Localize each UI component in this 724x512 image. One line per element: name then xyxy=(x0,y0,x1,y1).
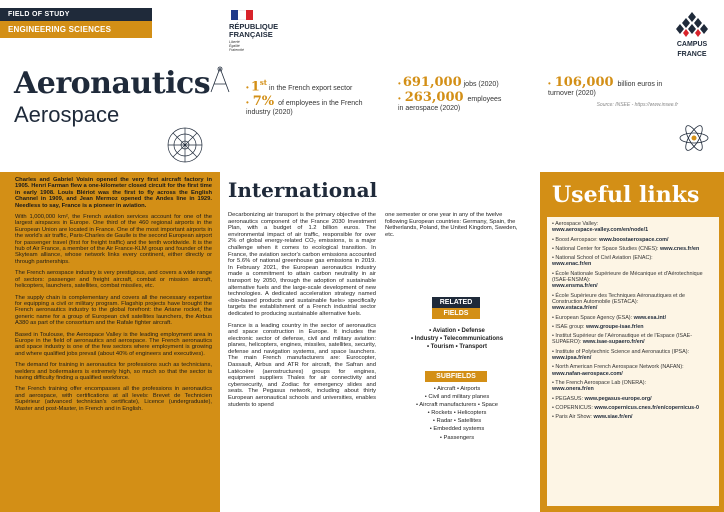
republique-line1: RÉPUBLIQUE xyxy=(229,22,279,31)
stat-value: 7% xyxy=(252,94,275,110)
link-ensma[interactable]: www.ensma.fr/en/ xyxy=(552,283,598,290)
stats-source: Source: INSEE - https://www.insee.fr xyxy=(596,102,678,108)
republique-line2: FRANÇAISE xyxy=(229,30,273,39)
list-item: • Aerospace Valley: www.aerospace-valley.com/en/node/1 xyxy=(552,221,649,234)
stat-value: 1st xyxy=(250,78,268,95)
link-onera[interactable]: www.onera.fr/en xyxy=(552,386,594,393)
subfields-heading: SUBFIELDS xyxy=(425,371,487,382)
republique-francaise-logo xyxy=(229,10,289,52)
list-item: • Aircraft • Airports xyxy=(433,386,481,392)
list-item: • Civil and military planes xyxy=(424,394,490,401)
link-aerospace-valley[interactable]: www.aerospace-valley.com/en/node/1 xyxy=(552,227,649,234)
list-item: • The French Aerospace Lab (ONERA): www.onera.fr/en xyxy=(552,379,647,393)
field-heading: FIELD OF STUDY xyxy=(0,8,152,21)
paragraph-airspace: With 1,000,000 km², the French aviation services account for one of the largest airspaces in Europe. One third of the 460 regional airports in the European Union are located in France. One of the most important airports in the world's air traffic, Paris-Charles de Gaulle is the second European airport for passenger travel (first for freight traffic) and the tenth worldwide. It is the hub of Air France, a member of the Air France-KLM group and founder of the Skyteam alliance, whose network links every continent, either directly or through partnerships. xyxy=(15,214,212,265)
international-title: International xyxy=(228,178,378,202)
link-isae-supaero[interactable]: www.isae-supaero.fr/en/ xyxy=(582,339,645,346)
list-item: • Boost Aerospace: www.boostaerospace.com/ xyxy=(552,236,669,243)
stat-employees xyxy=(246,94,376,117)
paragraph-decarbonizing: Decarbonizing air transport is the primary objective of the aeronautics component of the France 2030 Investment Plan, with a budget of 1.2 billion euros. The environmental impact of air traffic, responsible for over 2% of global energy-related CO₂ emissions, is a major challenge when it comes to ecological transition. In France, the aviation sector's carbon emissions accounted for 5.6% of national greenhouse gas emissions in 2019. In February 2021, the European aeronautics industry made a commitment to attain carbon neutrality in air transport by 2050, through the adoption of sustainable alternative fuels and the large-scale development of new technologies. A dedicated acceleration strategy named «bio-based products and sustainable fuels» specifically targets the establishment of a French industrial sector dedicated to producing sustainable alternative fuels. xyxy=(228,212,376,317)
link-nafan[interactable]: www.nafan-aerospace.com/ xyxy=(552,370,623,377)
list-item: • Institute of Polytechnic Science and Aeronautics (IPSA): www.ipsa.fr/en/ xyxy=(552,348,690,362)
stat-export xyxy=(246,78,376,93)
link-copernicus[interactable]: www.copernicus.cnes.fr/en/copernicus-0 xyxy=(594,404,699,411)
link-enac[interactable]: www.enac.fr/en xyxy=(552,261,592,268)
list-item: • Embedded systems xyxy=(429,426,485,433)
stat-turnover xyxy=(548,75,678,98)
link-cnes[interactable]: www.cnes.fr/en xyxy=(659,245,700,252)
stat-text: jobs (2020) xyxy=(463,81,499,88)
subfields-list xyxy=(392,385,522,442)
campus-france-mark-icon xyxy=(675,12,709,38)
link-paris-air-show[interactable]: www.siae.fr/en/ xyxy=(593,414,633,421)
international-column-1 xyxy=(228,212,376,413)
list-item: • North American French Aerospace Network (NAFAN): www.nafan-aerospace.com/ xyxy=(552,364,684,377)
motto-3: Fraternité xyxy=(229,48,244,52)
list-item: • École Supérieure des Techniques Aéronautiques et de Construction Automobile (ESTACA): www.estaca.fr/en/ xyxy=(552,292,686,312)
related-fields-heading xyxy=(432,297,480,319)
list-item: • Institut Supérieur de l'Aéronautique et de l'Espace (ISAE-SUPAERO): www.isae-supaero.fr/en/ xyxy=(552,333,692,346)
list-item: • Passengers xyxy=(439,434,475,441)
bullet-dot: • xyxy=(548,79,551,88)
bullet-dot: • xyxy=(246,83,249,93)
related-fields-list xyxy=(392,327,522,351)
list-item: • National School of Civil Aviation (ENAC): www.enac.fr/en xyxy=(552,255,653,268)
campus-france-logo xyxy=(664,12,720,58)
list-item: • École Nationale Supérieure de Mécanique et d'Aérotechnique (ISAE-ENSMA): www.ensma.fr/en/ xyxy=(552,270,703,290)
intro-paragraph: Charles and Gabriel Voisin opened the very first aircraft factory in 1905. Henri Farman flew a one-kilometer closed circuit for the first time in early 1908. Louis Blériot was the first to fly across the English Channel in 1909, and Jean Mermoz opened the Andes line in 1929. Needless to say, France is a pioneer in aviation. xyxy=(15,177,212,209)
stat-text: billion euros in turnover (2020) xyxy=(548,81,663,97)
stat-text: of employees in the French industry (2020) xyxy=(246,100,363,117)
list-item: • National Center for Space Studies (CNES): www.cnes.fr/en xyxy=(552,245,700,252)
list-item: • Rockets • Helicopters xyxy=(427,410,487,417)
stats-column-2 xyxy=(398,75,508,113)
motto-2: Égalité xyxy=(229,44,240,48)
stat-text: in the French export sector xyxy=(269,85,353,93)
stats-column-3 xyxy=(548,75,678,110)
list-item: • Industry • Telecommunications xyxy=(410,336,504,342)
stats-column-1 xyxy=(246,78,376,117)
stat-value: 263,000 xyxy=(404,90,464,105)
field-subject: ENGINEERING SCIENCES xyxy=(0,21,152,38)
list-item: • European Space Agency (ESA): www.esa.int/ xyxy=(552,314,667,321)
useful-links-panel xyxy=(547,217,719,506)
atom-icon xyxy=(677,122,711,154)
useful-links-title: Useful links xyxy=(552,182,700,208)
list-item: • Aviation • Defense xyxy=(429,328,485,334)
paragraph-training-offer: The French training offer encompasses all the professions in aeronautics and aerospace, with certifications at all levels: Brevet de Technicien Supérieur (advanced technician's certificate), Licence (undergraduate), Master and post-Master, in French and in English. xyxy=(15,386,212,412)
bullet-dot: • xyxy=(246,98,249,108)
stat-aerospace-employees xyxy=(398,90,508,113)
list-item: • Radar • Satellites xyxy=(432,418,482,425)
link-boost-aerospace[interactable]: www.boostaerospace.com/ xyxy=(599,236,669,243)
list-item: • Aircraft manufacturers • Space xyxy=(415,402,499,409)
list-item: • ISAE group: www.groupe-isae.fr/en xyxy=(552,323,644,330)
stat-text: employees in aerospace (2020) xyxy=(398,96,502,112)
left-column-text xyxy=(0,172,220,512)
link-pegasus[interactable]: www.pegasus-europe.org/ xyxy=(584,395,652,402)
international-column-2 xyxy=(385,212,525,238)
aircraft-engine-drawing-icon xyxy=(164,124,206,166)
paragraph-leading-country: France is a leading country in the sector of aeronautics and space construction in Europe. It includes the electronic sector of defense, civil and military aviation: planes, helicopters, engines, missiles, satellites, security, defense and navigation systems, and space launchers. The main French manufacturers are: Eurocopter, Dassault, Airbus and ATR for aircraft, the Safran and Latécoère (aerostructures) groups for engines, equipment suppliers Thales for air connectivity and cybersecurity, and Zodiac for emergency slides and seats. The Pegasus network, including about thirty European aeronautical schools and universities, enables students to spend xyxy=(228,322,376,408)
related-heading-line1: RELATED xyxy=(432,297,480,308)
bullet-dot: • xyxy=(398,79,401,88)
stat-value: 106,000 xyxy=(554,75,614,90)
paragraph-supply-chain: The supply chain is complementary and covers all the necessary expertise for equipping a civil or military program. Flagship projects have brought the French aeronautics industry to the global forefront: the Ariane rocket, the generic name for a group of European civil satellites launchers, the Airbus A380 as part of the consortium and the Rafale fighter aircraft. xyxy=(15,294,212,327)
link-esa[interactable]: www.esa.int/ xyxy=(633,314,667,321)
field-of-study-tag xyxy=(0,8,152,38)
link-ipsa[interactable]: www.ipsa.fr/en/ xyxy=(552,355,592,362)
stat-value: 691,000 xyxy=(402,75,462,90)
link-isae-group[interactable]: www.groupe-isae.fr/en xyxy=(585,323,644,330)
french-flag-icon xyxy=(231,10,253,20)
stat-jobs xyxy=(398,75,508,90)
list-item: • COPERNICUS: www.copernicus.cnes.fr/en/copernicus-0 xyxy=(552,404,699,411)
paragraph-industry: The French aerospace industry is very prestigious, and covers a wide range of sectors: passenger and freight aircraft, combat or mission aircraft, helicopters, launchers, satellites, combat missiles, etc. xyxy=(15,270,212,290)
related-heading-line2: FIELDS xyxy=(432,308,480,319)
paragraph-pegasus: one semester or one year in any of the twelve following European countries: Germany, Spain, the Netherlands, Poland, the United Kingdom, Sweden, etc. xyxy=(385,212,518,238)
campus-line1: CAMPUS xyxy=(676,41,708,48)
paragraph-aerospace-valley: Based in Toulouse, the Aerospace Valley is the leading employment area in Europe in the field of aeronautics and aerospace. The French aeronautics and space industry is one of the few sectors where employment is growing and where qualified jobs prevail (about 40% of engineers and executives). xyxy=(15,331,212,357)
page-title: Aeronautics xyxy=(14,66,211,101)
list-item: • Tourism • Transport xyxy=(426,344,488,350)
list-item: • PEGASUS: www.pegasus-europe.org/ xyxy=(552,395,652,402)
compass-drawing-icon xyxy=(205,66,235,94)
paragraph-training-demand: The demand for training in aeronautics for professions such as technicians, welders and boilermakers is extremely high, so much so that the sector is having difficulty finding a qualified workforce. xyxy=(15,362,212,381)
motto-1: Liberté xyxy=(229,40,240,44)
page-subtitle: Aerospace xyxy=(14,102,120,127)
link-estaca[interactable]: www.estaca.fr/en/ xyxy=(552,305,598,312)
list-item: • Paris Air Show: www.siae.fr/en/ xyxy=(552,414,633,421)
bullet-dot: • xyxy=(398,94,401,103)
campus-line2: FRANCE xyxy=(677,51,707,58)
